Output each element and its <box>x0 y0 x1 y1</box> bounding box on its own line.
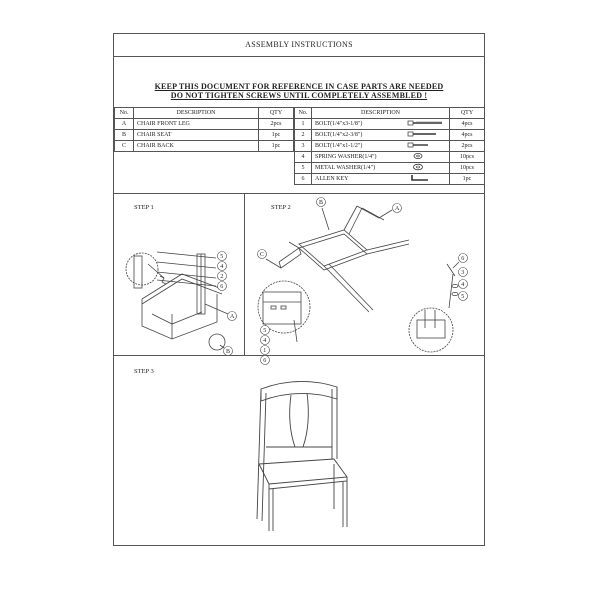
table-row <box>115 130 294 141</box>
row-qty: 4pcs <box>450 130 485 141</box>
step-1-label: STEP 1 <box>134 204 154 211</box>
medium-bolt-icon <box>403 130 450 141</box>
table-row <box>295 163 485 174</box>
table-row <box>115 141 294 152</box>
hardware-table-header <box>295 108 485 119</box>
row-description: BOLT(1/4"x3-1/8") <box>312 119 404 130</box>
col-header-description: DESCRIPTION <box>312 108 450 119</box>
table-row <box>295 174 485 185</box>
step-3-chair-illustration <box>239 369 359 539</box>
spring-washer-icon <box>403 152 450 163</box>
row-no: 6 <box>295 174 312 185</box>
table-row <box>295 141 485 152</box>
parts-table-header <box>115 108 294 119</box>
table-row <box>115 119 294 130</box>
step-divider-vertical <box>244 193 245 355</box>
step-2-illustration <box>249 200 484 364</box>
row-description: BOLT(1/4"x2-3/8") <box>312 130 404 141</box>
col-header-qty: QTY <box>259 108 294 119</box>
row-description: METAL WASHER(1/4") <box>312 163 404 174</box>
callout-3: 3 <box>461 270 465 276</box>
metal-washer-icon <box>403 163 450 174</box>
parts-table <box>114 107 294 152</box>
row-description: ALLEN KEY <box>312 174 404 185</box>
callout-4: 4 <box>220 264 224 270</box>
row-qty: 4pcs <box>450 119 485 130</box>
callout-6: 6 <box>220 284 224 290</box>
row-description: CHAIR FRONT LEG <box>134 119 259 130</box>
row-description: CHAIR SEAT <box>134 130 259 141</box>
col-header-qty: QTY <box>450 108 485 119</box>
long-bolt-icon <box>403 119 450 130</box>
row-no: 1 <box>295 119 312 130</box>
row-no: 4 <box>295 152 312 163</box>
row-qty: 2pcs <box>450 141 485 152</box>
col-header-no: No. <box>115 108 134 119</box>
table-row <box>295 130 485 141</box>
short-bolt-icon <box>403 141 450 152</box>
callout-a: A <box>230 314 235 320</box>
callout-2: 2 <box>220 274 224 280</box>
col-header-description: DESCRIPTION <box>134 108 259 119</box>
callout-4: 4 <box>461 282 465 288</box>
row-no: 2 <box>295 130 312 141</box>
callout-a: A <box>395 206 400 212</box>
allen-key-icon <box>403 174 450 185</box>
step-1-illustration <box>122 214 242 354</box>
warning-line-1: KEEP THIS DOCUMENT FOR REFERENCE IN CASE PARTS ARE NEEDED <box>154 82 444 91</box>
callout-b: B <box>226 349 231 355</box>
row-no: 3 <box>295 141 312 152</box>
callout-6: 6 <box>263 358 267 364</box>
document-title: ASSEMBLY INSTRUCTIONS <box>245 40 353 49</box>
col-header-no: No. <box>295 108 312 119</box>
callout-c: C <box>260 252 265 258</box>
table-row <box>295 119 485 130</box>
row-qty: 1pc <box>450 174 485 185</box>
callout-6: 6 <box>461 256 465 262</box>
row-qty: 10pcs <box>450 163 485 174</box>
warning-line-2: DO NOT TIGHTEN SCREWS UNTIL COMPLETELY ASSEMBLED ! <box>170 91 428 100</box>
row-no: 5 <box>295 163 312 174</box>
callout-1: 1 <box>263 348 267 354</box>
table-row <box>295 152 485 163</box>
callout-5: 5 <box>461 294 465 300</box>
row-qty: 1pc <box>259 141 294 152</box>
row-qty: 1pc <box>259 130 294 141</box>
row-no: A <box>115 119 134 130</box>
row-description: SPRING WASHER(1/4") <box>312 152 404 163</box>
row-no: B <box>115 130 134 141</box>
row-description: CHAIR BACK <box>134 141 259 152</box>
row-qty: 2pcs <box>259 119 294 130</box>
row-qty: 10pcs <box>450 152 485 163</box>
row-no: C <box>115 141 134 152</box>
instruction-sheet <box>113 33 485 546</box>
step-3-label: STEP 3 <box>134 368 154 375</box>
step-2-label: STEP 2 <box>271 204 291 211</box>
callout-5: 5 <box>220 254 224 260</box>
callout-4: 4 <box>263 338 267 344</box>
title-divider <box>114 56 484 57</box>
callout-5: 5 <box>263 328 267 334</box>
callout-b: B <box>319 200 324 206</box>
section-divider-top <box>114 193 484 194</box>
section-divider-bottom <box>114 355 484 356</box>
hardware-table <box>294 107 485 185</box>
row-description: BOLT(1/4"x1-1/2") <box>312 141 404 152</box>
